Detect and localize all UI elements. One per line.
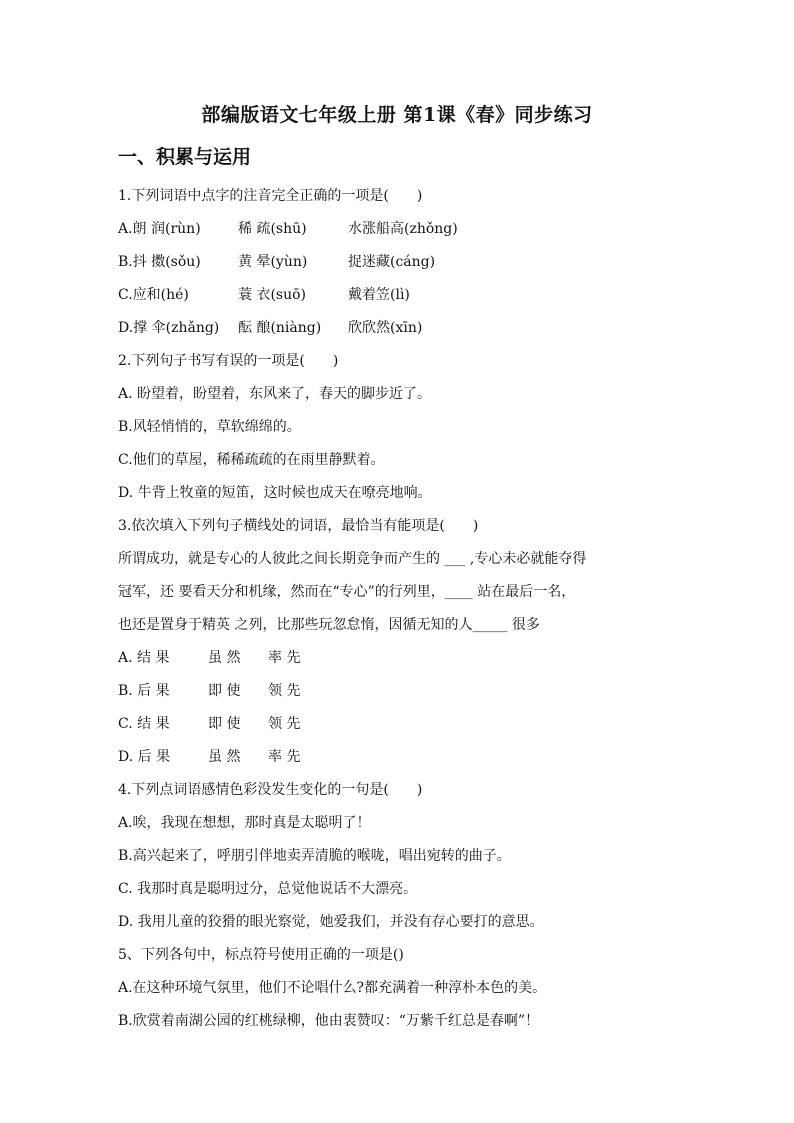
option-word: 即 使	[208, 683, 241, 699]
question-1-option-c[interactable]	[118, 279, 678, 312]
question-3-passage-line: 所谓成功，就是专心的人彼此之间长期竞争而产生的 ___ ,专心未必就能夺得	[118, 551, 587, 567]
question-5-option-a[interactable]: A.在这种环境气氛里，他们不论唱什么?都充满着一种淳朴本色的美。	[118, 980, 547, 996]
option-word: 戴着笠(lì)	[348, 287, 410, 303]
question-2-option-a[interactable]: A. 盼望着，盼望着，东风来了，春天的脚步近了。	[118, 386, 432, 402]
question-3-passage-line: 也还是置身于精英 之列，比那些玩忽怠惰，因循无知的人_____ 很多	[118, 617, 540, 633]
question-4-option-a[interactable]: A.唉，我现在想想，那时真是太聪明了！	[118, 815, 371, 831]
question-2-stem: 2.下列句子书写有误的一项是( )	[118, 353, 339, 369]
option-word: 领 先	[268, 683, 301, 699]
question-3-option-b[interactable]	[118, 675, 678, 708]
question-3-option-c[interactable]	[118, 708, 678, 741]
option-word: 欣欣然(xīn)	[348, 320, 423, 336]
option-word: 酝 酿(niàng)	[238, 320, 322, 336]
option-word: A. 结 果	[118, 650, 170, 666]
question-2-option-c[interactable]: C.他们的草屋，稀稀疏疏的在雨里静默着。	[118, 452, 385, 468]
option-word: A.朗 润(rùn)	[118, 221, 201, 237]
question-5-stem: 5、下列各句中，标点符号使用正确的一项是()	[118, 947, 404, 963]
question-3-option-d[interactable]	[118, 741, 678, 774]
question-2-option-b[interactable]: B.风轻悄悄的，草软绵绵的。	[118, 419, 301, 435]
option-word: C.应和(hé)	[118, 287, 189, 303]
question-4-option-b[interactable]: B.高兴起来了，呼朋引伴地卖弄清脆的喉咙，唱出宛转的曲子。	[118, 848, 511, 864]
question-4-option-c[interactable]: C. 我那时真是聪明过分，总觉他说话不大漂亮。	[118, 881, 418, 897]
option-word: 率 先	[268, 749, 301, 765]
question-2-option-d[interactable]: D. 牛背上牧童的短笛，这时候也成天在嘹亮地响。	[118, 485, 432, 501]
option-word: 稀 疏(shū)	[238, 221, 307, 237]
question-4-stem: 4.下列点词语感情色彩没发生变化的一句是( )	[118, 782, 423, 798]
option-word: 蓑 衣(suō)	[238, 287, 307, 303]
option-word: D. 后 果	[118, 749, 171, 765]
question-list	[118, 180, 678, 1038]
question-3-stem: 3.依次填入下列句子横线处的词语，最恰当有能项是( )	[118, 518, 479, 534]
question-5-option-b[interactable]: B.欣赏着南湖公园的红桃绿柳，他由衷赞叹：“万紫千红总是春啊”！	[118, 1013, 540, 1029]
option-word: B. 后 果	[118, 683, 170, 699]
option-word: 率 先	[268, 650, 301, 666]
document-title: 部编版语文七年级上册 第1课《春》同步练习	[201, 104, 593, 126]
option-word: 水涨船高(zhǒng)	[348, 221, 458, 237]
option-word: 虽 然	[208, 749, 241, 765]
question-1-stem: 1.下列词语中点字的注音完全正确的一项是( )	[118, 188, 423, 204]
option-word: 黄 晕(yùn)	[238, 254, 308, 270]
option-word: C. 结 果	[118, 716, 170, 732]
section-heading: 一、积累与运用	[118, 146, 252, 168]
option-word: 即 使	[208, 716, 241, 732]
option-word: 捉迷藏(cáng)	[348, 254, 436, 270]
option-word: 虽 然	[208, 650, 241, 666]
option-word: 领 先	[268, 716, 301, 732]
question-3-passage-line: 冠军，还 要看天分和机缘，然而在“专心”的行列里，____ 站在最后一名，	[118, 584, 576, 600]
option-word: B.抖 擞(sǒu)	[118, 254, 201, 270]
question-1-option-a[interactable]	[118, 213, 678, 246]
option-word: D.撑 伞(zhǎng)	[118, 320, 220, 336]
question-4-option-d[interactable]: D. 我用儿童的狡猾的眼光察觉，她爱我们，并没有存心要打的意思。	[118, 914, 544, 930]
question-1-option-b[interactable]	[118, 246, 678, 279]
question-1-option-d[interactable]	[118, 312, 678, 345]
question-3-option-a[interactable]	[118, 642, 678, 675]
